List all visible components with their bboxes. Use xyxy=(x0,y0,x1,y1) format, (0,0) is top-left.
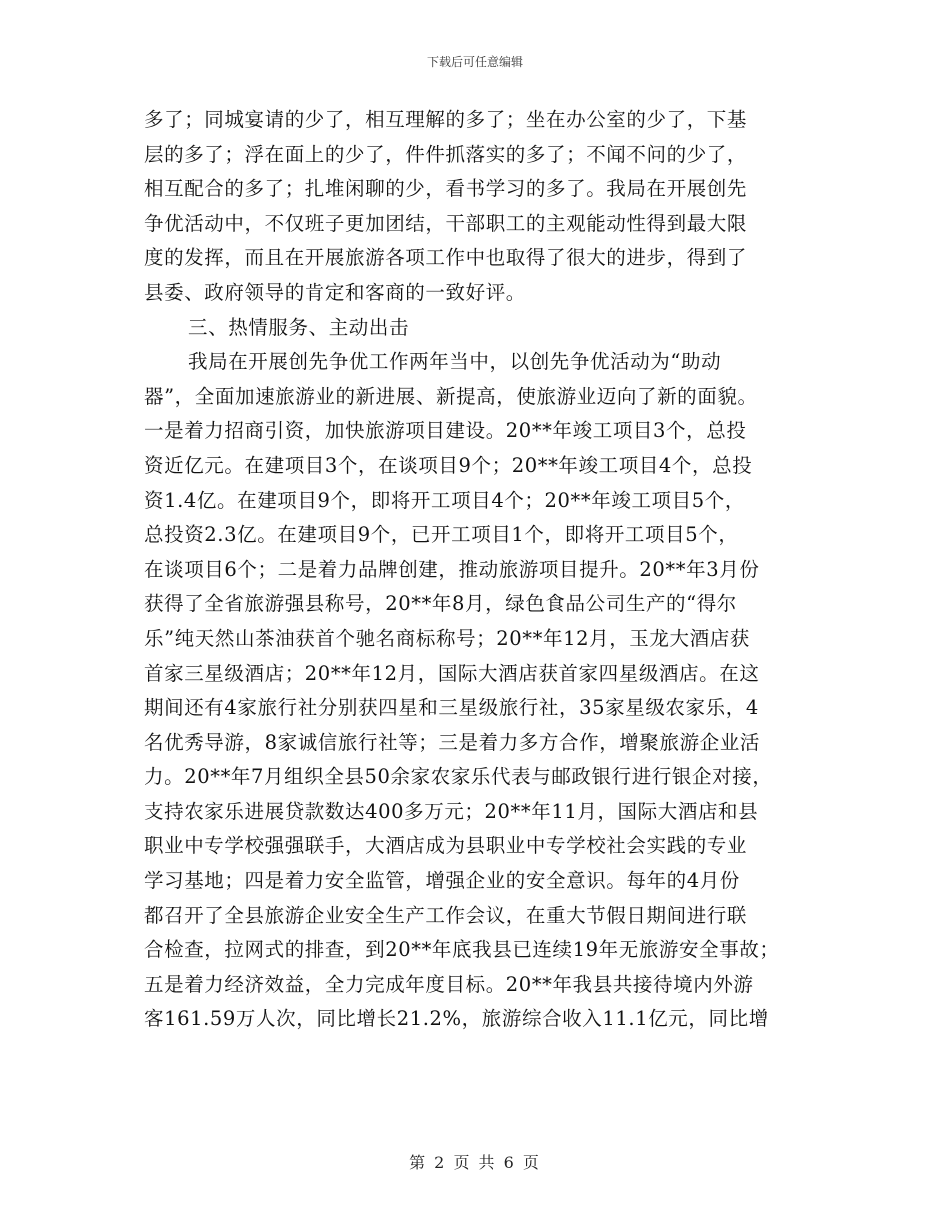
text-line: 客161.59万人次，同比增长21.2%，旅游综合收入11.1亿元，同比增 xyxy=(144,1007,769,1031)
text-line: 乐”纯天然山茶油获首个驰名商标称号；20**年12月，玉龙大酒店获 xyxy=(144,626,750,650)
text-line: 争优活动中，不仅班子更加团结，干部职工的主观能动性得到最大限 xyxy=(144,211,748,235)
text-line: 名优秀导游，8家诚信旅行社等；三是着力多方合作，增聚旅游企业活 xyxy=(144,730,761,754)
text-line: 在谈项目6个；二是着力品牌创建，推动旅游项目提升。20**年3月份 xyxy=(144,557,760,581)
page-header: 下载后可任意编辑 xyxy=(426,55,523,69)
text-line: 资近亿元。在建项目3个，在谈项目9个；20**年竣工项目4个，总投 xyxy=(144,453,753,477)
section-heading: 三、热情服务、主动出击 xyxy=(188,315,410,339)
text-line: 合检查，拉网式的排查，到20**年底我县已连续19年无旅游安全事故； xyxy=(144,938,780,962)
text-line: 力。20**年7月组织全县50余家农家乐代表与邮政银行进行银企对接， xyxy=(144,765,773,789)
text-line: 多了；同城宴请的少了，相互理解的多了；坐在办公室的少了，下基 xyxy=(144,108,748,131)
text-line: 获得了全省旅游强县称号，20**年8月，绿色食品公司生产的“得尔 xyxy=(144,592,737,616)
text-line: 五是着力经济效益，全力完成年度目标。20**年我县共接待境内外游 xyxy=(144,972,754,996)
text-line: 职业中专学校强强联手，大酒店成为县职业中专学校社会实践的专业 xyxy=(144,834,748,858)
document-body xyxy=(144,103,814,1037)
text-line: 支持农家乐进展贷款数达400多万元；20**年11月，国际大酒店和县 xyxy=(144,799,759,823)
text-line: 器”，全面加速旅游业的新进展、新提高，使旅游业迈向了新的面貌。 xyxy=(144,384,758,408)
text-line: 学习基地；四是着力安全监管，增强企业的安全意识。每年的4月份 xyxy=(144,869,740,893)
text-line: 都召开了全县旅游企业安全生产工作会议，在重大节假日期间进行联 xyxy=(144,903,748,927)
text-line: 总投资2.3亿。在建项目9个，已开工项目1个，即将开工项目5个， xyxy=(144,523,739,547)
text-line: 相互配合的多了；扎堆闲聊的少，看书学习的多了。我局在开展创先 xyxy=(144,177,748,201)
text-line: 首家三星级酒店；20**年12月，国际大酒店获首家四星级酒店。在这 xyxy=(144,661,760,685)
text-line: 县委、政府领导的肯定和客商的一致好评。 xyxy=(144,280,526,304)
page-number-footer: 第 2 页 共 6 页 xyxy=(409,1153,541,1172)
text-line: 我局在开展创先争优工作两年当中，以创先争优活动为“助动 xyxy=(188,350,722,374)
text-line: 期间还有4家旅行社分别获四星和三星级旅行社，35家星级农家乐，4 xyxy=(144,696,759,720)
text-line: 资1.4亿。在建项目9个，即将开工项目4个；20**年竣工项目5个， xyxy=(144,488,745,512)
text-line: 度的发挥，而且在开展旅游各项工作中也取得了很大的进步，得到了 xyxy=(144,246,748,270)
text-line: 一是着力招商引资，加快旅游项目建设。20**年竣工项目3个，总投 xyxy=(144,419,747,443)
text-line: 层的多了；浮在面上的少了，件件抓落实的多了；不闻不问的少了， xyxy=(144,142,748,166)
